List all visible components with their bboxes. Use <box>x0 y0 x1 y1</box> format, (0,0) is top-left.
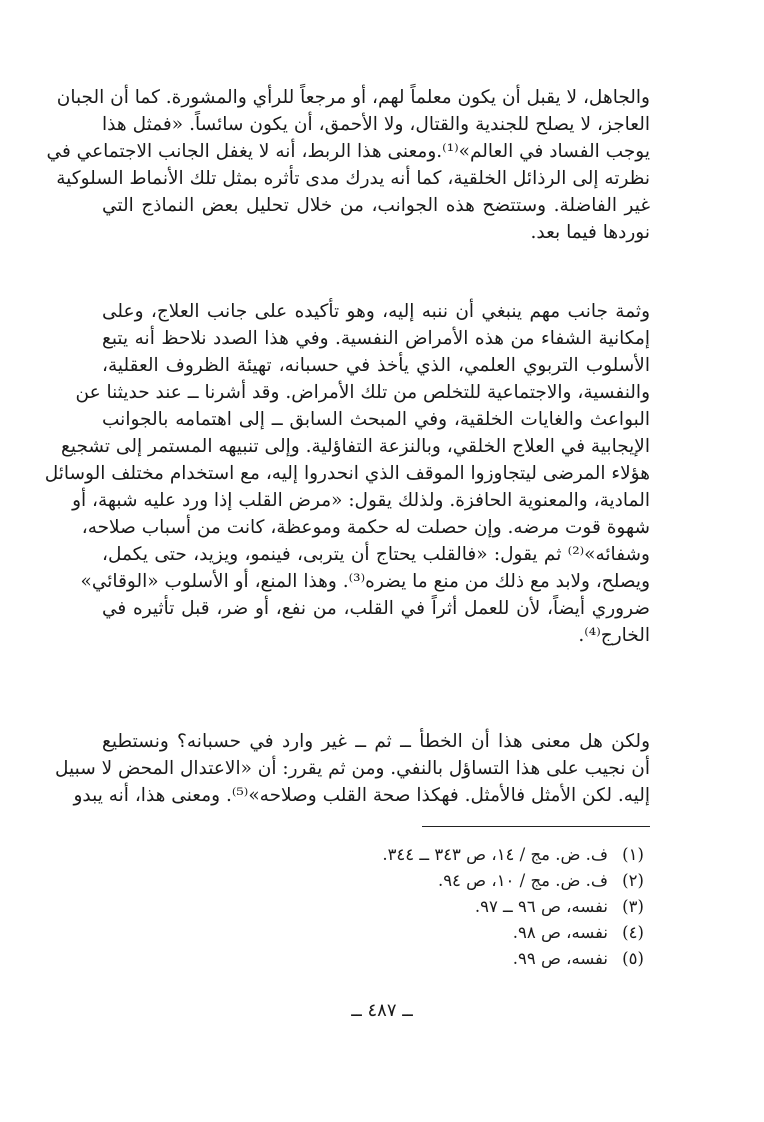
page-number: ــ ٤٨٧ ــ <box>351 1000 413 1021</box>
footnote-text: نفسه، ص ٩٦ ــ ٩٧. <box>474 897 608 916</box>
paragraph-1 <box>46 84 650 246</box>
text-line: ويصلح، ولابد مع ذلك من منع ما يضره⁽³⁾. وهذا المنع، أو الأسلوب «الوقائي» <box>80 571 650 592</box>
text-line: يوجب الفساد في العالم»⁽¹⁾.ومعنى هذا الربط، أنه لا يغفل الجانب الاجتماعي في <box>46 141 650 162</box>
text-line: ضروري أيضاً، لأن للعمل أثراً في القلب، من نفع، أو ضر، قبل تأثيره في <box>102 598 650 619</box>
footnote-number: (١) <box>622 845 644 864</box>
text-line: الأسلوب التربوي العلمي، الذي يأخذ في حسبانه، تهيئة الظروف العقلية، <box>102 355 650 376</box>
footnote-text: نفسه، ص ٩٨. <box>512 923 608 942</box>
text-line: البواعث والغايات الخلقية، وفي المبحث السابق ــ إلى اهتمامه بالجوانب <box>102 409 650 430</box>
text-line: والجاهل، لا يقبل أن يكون معلماً لهم، أو مرجعاً للرأي والمشورة. كما أن الجبان <box>56 87 650 108</box>
footnote-number: (٤) <box>622 923 644 942</box>
footnote-text: ف. ض. مج / ١٠، ص ٩٤. <box>437 871 608 890</box>
text-line: أن نجيب على هذا التساؤل بالنفي. ومن ثم يقرر: أن «الاعتدال المحض لا سبيل <box>55 758 650 779</box>
text-line: الإيجابية في العلاج الخلقي، وبالنزعة التفاؤلية. وإلى تنبيهه المستمر إلى تشجيع <box>61 436 650 457</box>
text-line: هؤلاء المرضى ليتجاوزوا الموقف الذي انحدروا إليه، مع استخدام مختلف الوسائل <box>44 463 650 484</box>
footnote-divider <box>422 826 650 827</box>
text-line: إليه. لكن الأمثل فالأمثل. فهكذا صحة القلب وصلاحه»⁽⁵⁾. ومعنى هذا، أنه يبدو <box>73 785 650 806</box>
paragraph-2 <box>44 298 650 649</box>
footnote-item <box>250 868 650 894</box>
text-line: العاجز، لا يصلح للجندية والقتال، ولا الأحمق، أن يكون سائساً. «فمثل هذا <box>102 114 650 135</box>
footnote-item <box>250 920 650 946</box>
text-line: نوردها فيما بعد. <box>530 222 650 243</box>
text-line: غير الفاضلة. وستتضح هذه الجوانب، من خلال تحليل بعض النماذج التي <box>102 195 650 216</box>
footnote-text: ف. ض. مج / ١٤، ص ٣٤٣ ــ ٣٤٤. <box>382 845 608 864</box>
text-line: وشفائه»⁽²⁾ ثم يقول: «فالقلب يحتاج أن يتربى، فينمو، ويزيد، حتى يكمل، <box>102 544 650 565</box>
footnote-text: نفسه، ص ٩٩. <box>512 949 608 968</box>
footnote-number: (٢) <box>622 871 644 890</box>
text-line: المادية، والمعنوية الحافزة. ولذلك يقول: «مرض القلب إذا ورد عليه شبهة، أو <box>72 490 650 511</box>
footnotes <box>250 842 650 972</box>
text-line: شهوة قوت مرضه. وإن حصلت له حكمة وموعظة، كانت من أسباب صلاحه، <box>81 517 650 538</box>
text-line: الخارج⁽⁴⁾. <box>578 625 650 646</box>
text-line: وثمة جانب مهم ينبغي أن ننبه إليه، وهو تأكيده على جانب العلاج، وعلى <box>102 301 650 322</box>
text-line: إمكانية الشفاء من هذه الأمراض النفسية. وفي هذا الصدد نلاحظ أنه يتبع <box>102 328 650 349</box>
footnote-item <box>250 946 650 972</box>
paragraph-3 <box>55 728 650 809</box>
footnote-item <box>250 842 650 868</box>
text-line: والنفسية، والاجتماعية للتخلص من تلك الأمراض. وقد أشرنا ــ عند حديثنا عن <box>75 382 650 403</box>
text-line: نظرته إلى الرذائل الخلقية، كما أنه يدرك مدى تأثره بمثل تلك الأنماط السلوكية <box>56 168 650 189</box>
text-line: ولكن هل معنى هذا أن الخطأ ــ ثم ــ غير وارد في حسبانه؟ ونستطيع <box>102 731 650 752</box>
footnote-number: (٥) <box>622 949 644 968</box>
footnote-item <box>250 894 650 920</box>
footnote-number: (٣) <box>622 897 644 916</box>
